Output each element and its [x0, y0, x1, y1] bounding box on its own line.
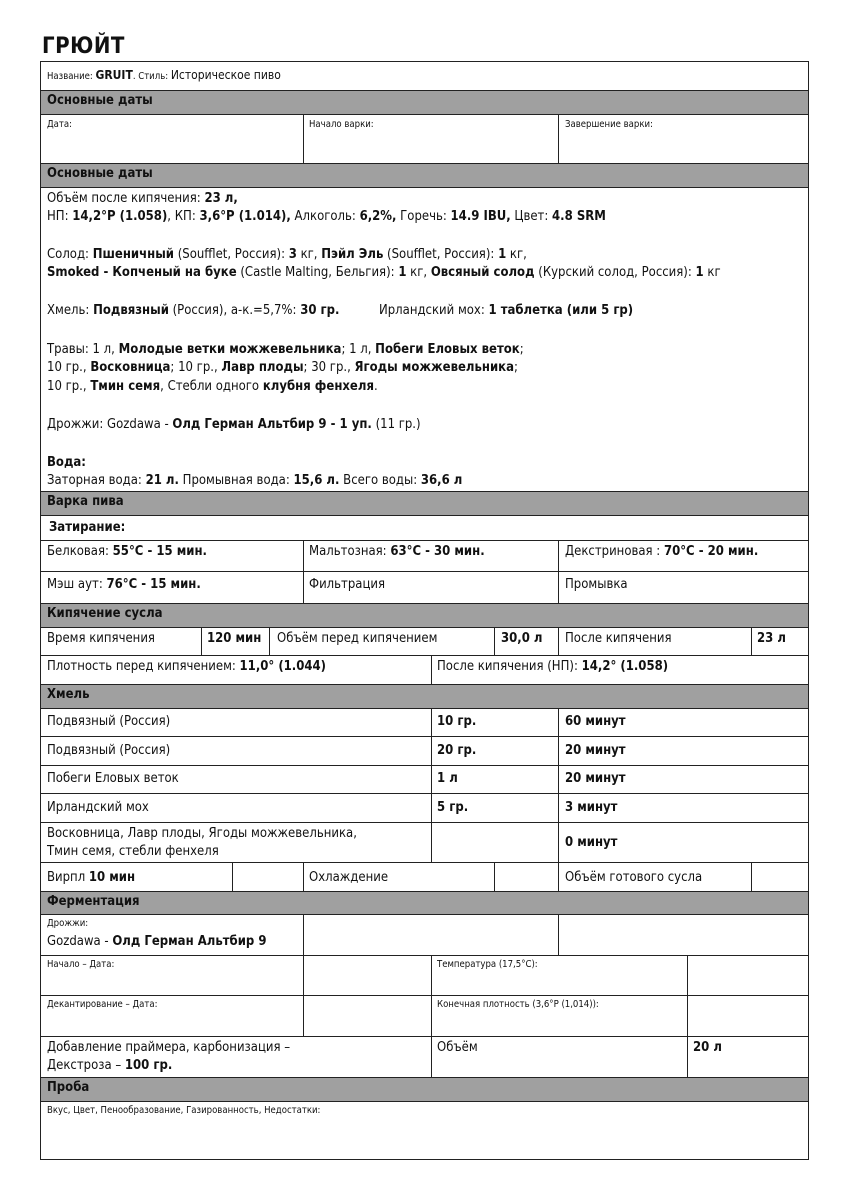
ferm-temp-label: Температура (17,5°С):	[437, 959, 538, 970]
irish-moss-line: Ирландский мох: 1 таблетка (или 5 гр)	[379, 303, 634, 318]
ferm-yeast-value: Gozdawa - Олд Герман Альтбир 9	[47, 934, 267, 949]
hop-row-qty: 20 гр.	[437, 743, 477, 758]
hop-row-name-2: Тмин семя, стебли фенхеля	[47, 844, 219, 859]
herbs-line-3: 10 гр., Тмин семя, Стебли одного клубня фенхеля.	[47, 379, 378, 394]
brew-end-label: Завершение варки:	[565, 119, 653, 130]
final-gravity-label: Конечная плотность (3,6°Р (1,014)):	[437, 999, 599, 1010]
ferm-start-label: Начало – Дата:	[47, 959, 115, 970]
name-value: GRUIT	[95, 68, 133, 82]
mash-out: Мэш аут: 76°С - 15 мин.	[47, 577, 201, 592]
brew-start-label: Начало варки:	[309, 119, 374, 130]
date-label: Дата:	[47, 119, 73, 130]
mash-protein: Белковая: 55°С - 15 мин.	[47, 544, 207, 559]
water-label: Вода:	[47, 455, 86, 470]
mash-label: Затирание:	[49, 520, 126, 535]
hop-row-name: Подвязный (Россия)	[47, 743, 171, 758]
bottling-volume-value: 20 л	[693, 1040, 722, 1055]
sparge-label: Промывка	[565, 577, 628, 592]
section-tasting: Проба	[41, 1078, 808, 1101]
recipe-header	[47, 66, 281, 86]
ferm-yeast-label: Дрожжи:	[47, 918, 89, 929]
boil-time-value: 120 мин	[207, 631, 262, 646]
hop-line: Хмель: Подвязный (Россия), а-к.=5,7%: 30 гр.	[47, 303, 340, 318]
section-fermentation: Ферментация	[41, 892, 808, 914]
herbs-line-1: Травы: 1 л, Молодые ветки можжевельника; 1 л, Побеги Еловых веток;	[47, 342, 524, 357]
bottling-volume-label: Объём	[437, 1040, 478, 1055]
malt-line-1: Солод: Пшеничный (Soufflet, Россия): 3 кг, Пэйл Эль (Soufflet, Россия): 1 кг,	[47, 247, 527, 262]
section-brewing: Варка пива	[41, 492, 808, 515]
boil-volume-line: Объём после кипячения: 23 л,	[47, 191, 238, 206]
hop-row-name: Ирландский мох	[47, 800, 149, 815]
malt-line-2: Smoked - Копченый на буке (Castle Malting, Бельгия): 1 кг, Овсяный солод (Курский солод, Россия): 1 кг	[47, 265, 721, 280]
style-label: . Стиль:	[132, 71, 171, 82]
pre-boil-volume-label: Объём перед кипячением	[277, 631, 438, 646]
hop-row-name: Восковница, Лавр плоды, Ягоды можжевельника,	[47, 826, 357, 841]
hop-row-time: 20 минут	[565, 743, 626, 758]
primer-line-2: Декстроза – 100 гр.	[47, 1058, 173, 1073]
pre-boil-volume-value: 30,0 л	[501, 631, 543, 646]
tasting-notes-label: Вкус, Цвет, Пенообразование, Газированность, Недостатки:	[47, 1105, 321, 1116]
section-main-dates: Основные даты	[41, 91, 808, 114]
name-label: Название:	[47, 71, 96, 82]
post-boil-value: 23 л	[757, 631, 786, 646]
pre-boil-gravity: Плотность перед кипячением: 11,0° (1.044)	[47, 659, 327, 674]
gravity-line: НП: 14,2°Р (1.058), КП: 3,6°Р (1.014), Алкоголь: 6,2%, Горечь: 14.9 IBU, Цвет: 4.8 SRM	[47, 209, 606, 224]
yeast-line: Дрожжи: Gozdawa - Олд Герман Альтбир 9 - 1 уп. (11 гр.)	[47, 417, 421, 432]
boil-time-label: Время кипячения	[47, 631, 155, 646]
mash-dextrin: Декстриновая : 70°С - 20 мин.	[565, 544, 759, 559]
whirlpool-label: Вирпл 10 мин	[47, 870, 136, 885]
section-hops: Хмель	[41, 685, 808, 708]
hop-row-time: 3 минут	[565, 800, 618, 815]
hop-row-name: Побеги Еловых веток	[47, 771, 179, 786]
hop-row-qty: 1 л	[437, 771, 458, 786]
hop-row-time: 0 минут	[565, 835, 618, 850]
decant-label: Декантирование – Дата:	[47, 999, 158, 1010]
style-value: Историческое пиво	[170, 68, 281, 82]
hop-row-name: Подвязный (Россия)	[47, 714, 171, 729]
hop-row-qty: 5 гр.	[437, 800, 469, 815]
cooling-label: Охлаждение	[309, 870, 389, 885]
section-main-data: Основные даты	[41, 164, 808, 187]
hop-row-time: 60 минут	[565, 714, 626, 729]
hop-row-time: 20 минут	[565, 771, 626, 786]
mash-maltose: Мальтозная: 63°С - 30 мин.	[309, 544, 485, 559]
section-boil: Кипячение сусла	[41, 604, 808, 627]
water-line: Заторная вода: 21 л. Промывная вода: 15,6 л. Всего воды: 36,6 л	[47, 473, 463, 488]
final-wort-volume-label: Объём готового сусла	[565, 870, 703, 885]
filtration-label: Фильтрация	[309, 577, 386, 592]
page-title: ГРЮЙТ	[42, 34, 125, 59]
hop-row-qty: 10 гр.	[437, 714, 477, 729]
post-boil-gravity: После кипячения (НП): 14,2° (1.058)	[437, 659, 669, 674]
post-boil-label: После кипячения	[565, 631, 672, 646]
primer-line-1: Добавление праймера, карбонизация –	[47, 1040, 291, 1055]
herbs-line-2: 10 гр., Восковница; 10 гр., Лавр плоды; 30 гр., Ягоды можжевельника;	[47, 360, 518, 375]
